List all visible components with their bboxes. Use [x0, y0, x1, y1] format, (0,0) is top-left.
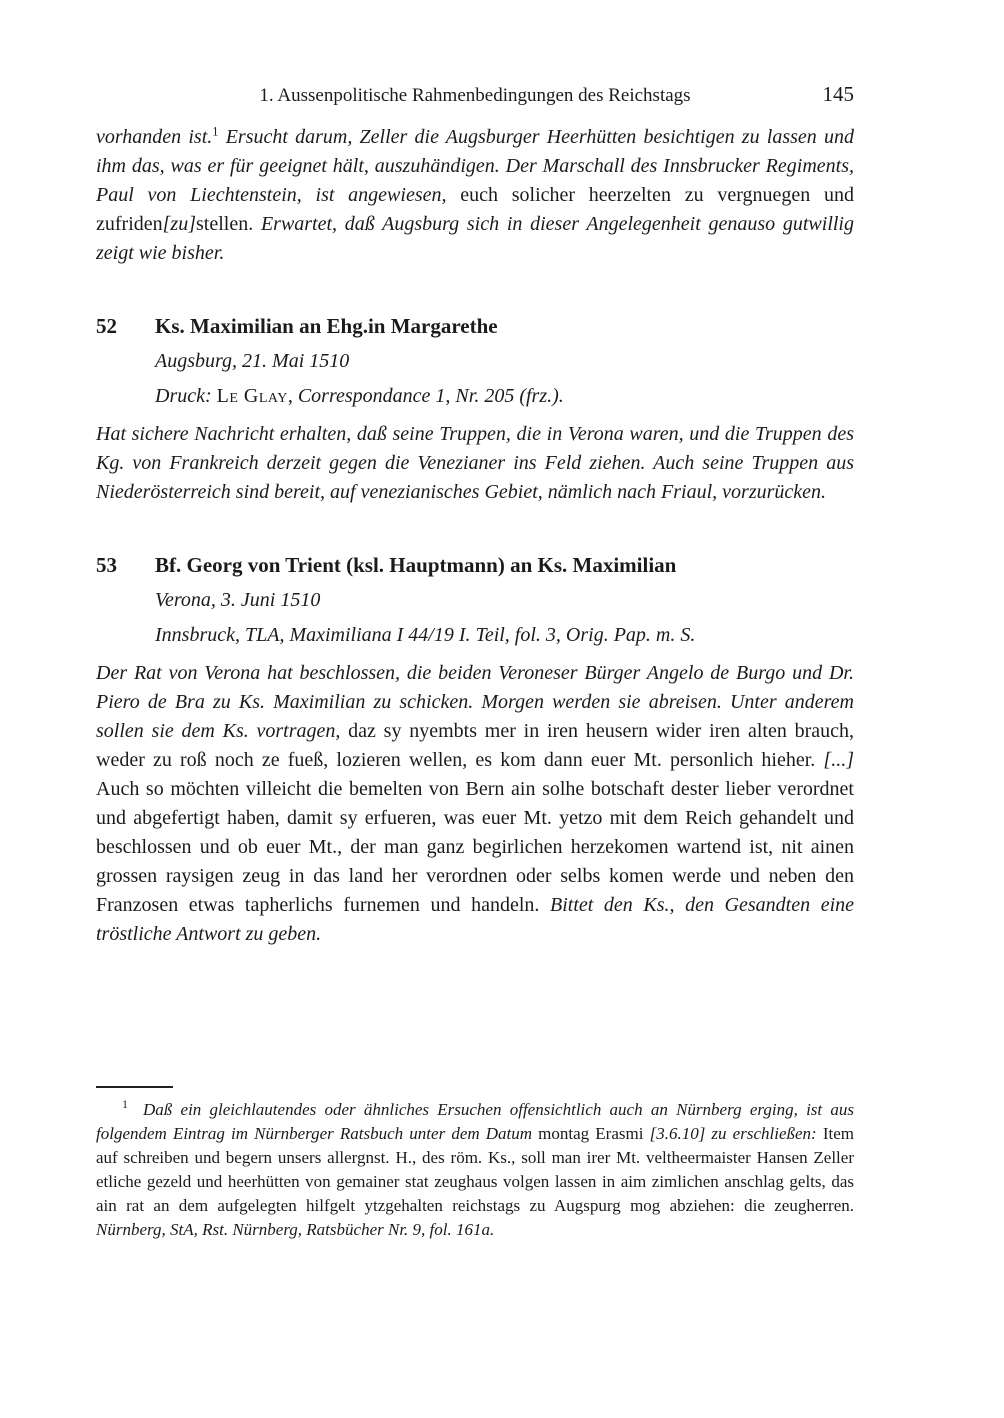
entry-number: 53: [96, 553, 117, 577]
entry-place-date: Augsburg, 21. Mai 1510: [155, 350, 350, 372]
text-column: [96, 84, 854, 949]
entry-title: Bf. Georg von Trient (ksl. Hauptmann) an Ks. Maximilian: [155, 553, 677, 577]
entry-heading: [96, 552, 854, 579]
running-header: [96, 84, 854, 108]
footnote-separator: [96, 1086, 173, 1088]
entry-title: Ks. Maximilian an Ehg.in Margarethe: [155, 314, 498, 338]
footnote-text: Daß ein gleichlautendes oder ähnliches Ersuchen offensichtlich auch an Nürnberg erging, ist aus folgendem Eintrag im Nürnberger Ratsbuch unter dem Datum montag Erasmi [3.6.10] zu erschließen: Item auf schreiben und begern unsers allergnst. H., des röm. Ks., soll man irer Mt. veltheermaister Hansen Zeller etliche gezeld und heerhütten von gemainer stat zeughaus volgen lassen in aim zimlichen anschlag gelts, das ain rat an dem aufgelegten hilfgelt ytzgehalten reichstags zu Augspurg mog abziehen: die zeugherren. Nürnberg, StA, Rst. Nürnberg, Ratsbücher Nr. 9, fol. 161a.: [96, 1100, 854, 1239]
entry-place-date: Verona, 3. Juni 1510: [155, 589, 321, 611]
entry-regest: Hat sichere Nachricht erhalten, daß seine Truppen, die in Verona waren, und die Truppen des Kg. von Frankreich derzeit gegen die Venezianer ins Feld ziehen. Auch seine Truppen aus Niederösterreich sind bereit, auf venezianisches Gebiet, nämlich nach Friaul, vorzurücken.: [96, 423, 854, 503]
section-title: 1. Aussenpolitische Rahmenbedingungen des Reichstags: [259, 85, 691, 106]
paragraph-continuation: vorhanden ist.$^1$ Ersucht darum, Zeller die Augsburger Heerhütten besichtigen zu lassen und ihm das, was er für geeignet hält, auszuhändigen. Der Marschall des Innsbrucker Regiments, Paul von Liechtenstein, ist angewiesen, euch solicher heerzelten zu vergnuegen und zufriden[zu]stellen. Erwartet, daß Augsburg sich in dieser Angelegenheit genauso gutwillig zeigt wie bisher.: [96, 124, 855, 264]
footnote-marker: 1: [122, 1097, 128, 1112]
entry-source: Druck: Le Glay, Correspondance 1, Nr. 205 (frz.).: [155, 385, 564, 407]
footnote-area: [96, 1086, 854, 1242]
entry-number: 52: [96, 314, 117, 338]
entry-heading: [96, 313, 854, 340]
entry-53: [96, 552, 854, 949]
entry-52: [96, 313, 854, 507]
entry-regest: Der Rat von Verona hat beschlossen, die beiden Veroneser Bürger Angelo de Burgo und Dr. Piero de Bra zu Ks. Maximilian zu schicken. Morgen werden sie abreisen. Unter anderem sollen sie dem Ks. vortragen, daz sy nyembts mer in iren heusern wider iren alten brauch, weder zu roß noch ze fueß, lozieren wellen, es kom dann euer Mt. personlich hieher. [...] Auch so möchten villeicht die bemelten von Bern ain solhe botschaft dester lieber verordnet und abgefertigt haben, damit sy erfueren, was euer Mt. yetzo mit dem Reich gehandelt und beschlossen und ob euer Mt., der man ganz begirlichen herzekomen wartend ist, nit ainen grossen raysigen zeug in das land her verordnen oder selbs komen werde und neben den Franzosen etwas tapherlichs furnemen und handeln. Bittet den Ks., den Gesandten eine tröstliche Antwort zu geben.: [96, 662, 854, 945]
footnote: [96, 1098, 854, 1242]
page-number: 145: [822, 82, 854, 106]
entry-source: Innsbruck, TLA, Maximiliana I 44/19 I. Teil, fol. 3, Orig. Pap. m. S.: [155, 624, 696, 646]
